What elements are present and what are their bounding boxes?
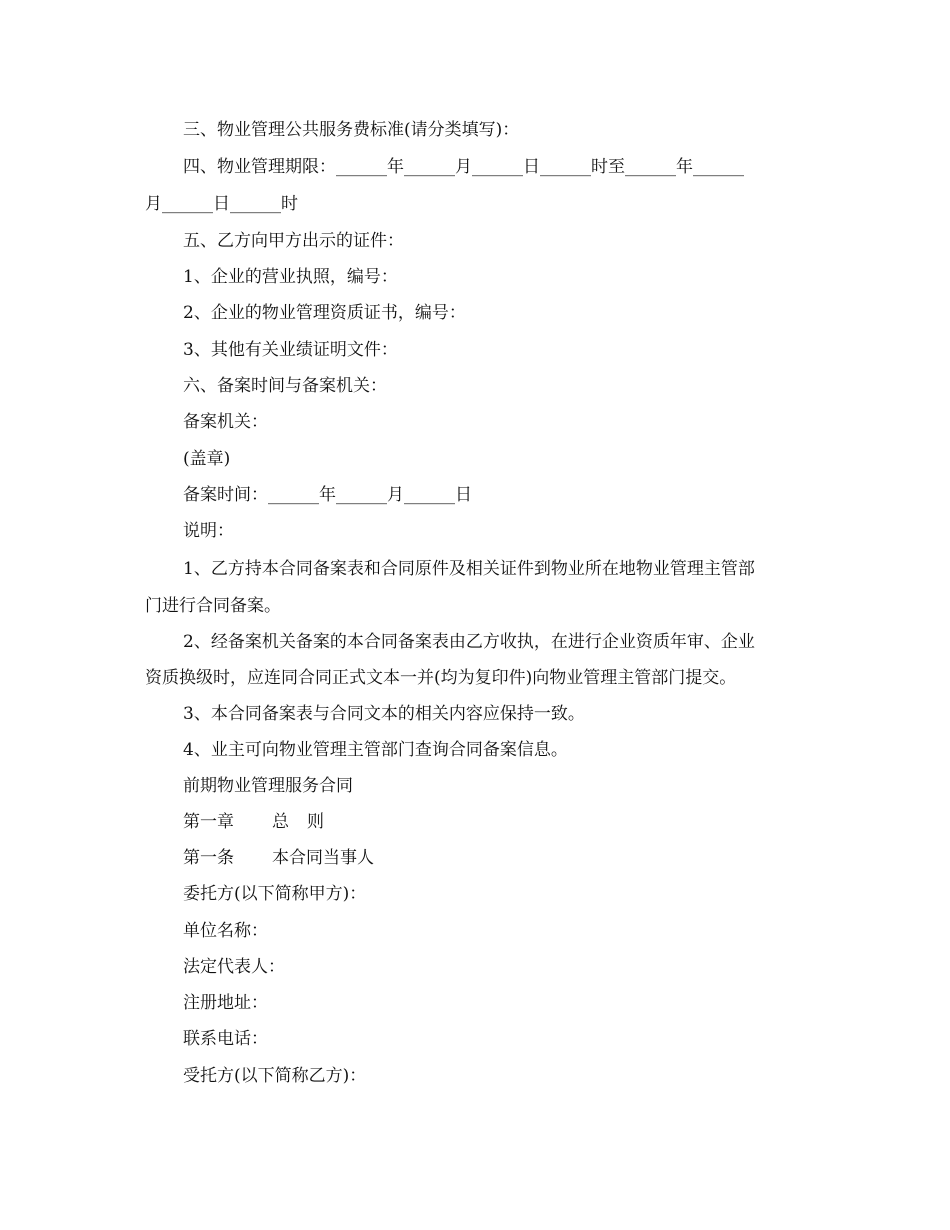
- note-4-line: 4、业主可向物业管理主管部门查询合同备案信息。: [183, 740, 568, 760]
- article-title: 本合同当事人: [272, 848, 374, 868]
- party-b-heading: 受托方(以下简称乙方)：: [183, 1066, 367, 1086]
- section-3-fee-standard: 三、物业管理公共服务费标准(请分类填写)：: [183, 120, 520, 140]
- chapter-title-first-char: 总: [272, 812, 289, 832]
- note-2-line-2: 资质换级时，应连同合同正式文本一并(均为复印件)向物业管理主管部门提交。: [145, 668, 737, 688]
- business-license-line: 1、企业的营业执照，编号：: [183, 267, 398, 287]
- section-5-certificates: 五、乙方向甲方出示的证件：: [183, 231, 404, 251]
- section-4-term-continued: 月______日______时: [145, 194, 298, 214]
- article-label: 第一条: [183, 848, 234, 868]
- party-a-address-line: 注册地址：: [183, 993, 268, 1013]
- chapter-heading: [145, 812, 815, 832]
- note-1-line-2: 门进行合同备案。: [145, 596, 281, 616]
- party-a-phone-line: 联系电话：: [183, 1029, 268, 1049]
- party-a-name-line: 单位名称：: [183, 921, 268, 941]
- filing-authority-line: 备案机关：: [183, 412, 268, 432]
- note-1-line-1: 1、乙方持本合同备案表和合同原件及相关证件到物业所在地物业管理主管部: [183, 559, 755, 579]
- chapter-title-second-char: 则: [307, 812, 324, 832]
- section-6-filing: 六、备案时间与备案机关：: [183, 376, 387, 396]
- other-documents-line: 3、其他有关业绩证明文件：: [183, 340, 398, 360]
- party-a-representative-line: 法定代表人：: [183, 957, 285, 977]
- filing-date-line: 备案时间：______年______月______日: [183, 485, 472, 505]
- contract-title: 前期物业管理服务合同: [183, 776, 353, 796]
- section-4-term: 四、物业管理期限：______年______月______日______时至______年______: [183, 157, 744, 177]
- chapter-label: 第一章: [183, 812, 234, 832]
- note-2-line-1: 2、经备案机关备案的本合同备案表由乙方收执，在进行企业资质年审、企业: [183, 632, 755, 652]
- note-3-line: 3、本合同备案表与合同文本的相关内容应保持一致。: [183, 704, 585, 724]
- article-heading: [145, 848, 815, 868]
- notes-heading: 说明：: [183, 521, 234, 541]
- seal-line: (盖章): [183, 449, 231, 469]
- party-a-heading: 委托方(以下简称甲方)：: [183, 884, 367, 904]
- qualification-certificate-line: 2、企业的物业管理资质证书，编号：: [183, 303, 466, 323]
